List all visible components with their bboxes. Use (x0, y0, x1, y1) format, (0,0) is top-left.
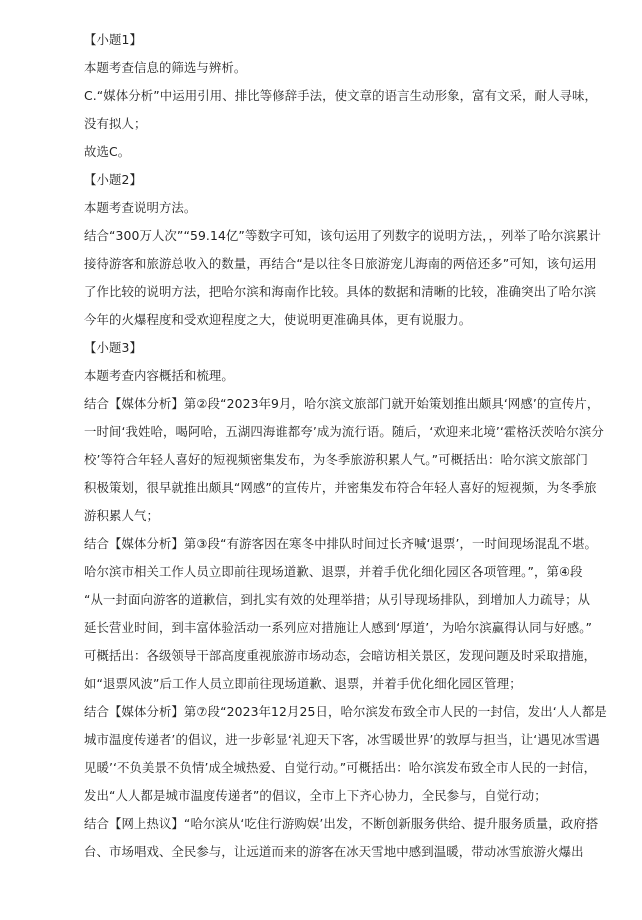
paragraph-line: 今年的火爆程度和受欢迎程度之大，使说明更准确具体，更有说服力。 (84, 312, 472, 327)
paragraph-line: 结合【媒体分析】第③段“有游客因在寒冬中排队时间过长齐喊‘退票’，一时间现场混乱不堪。 (84, 536, 597, 551)
paragraph-line: 延长营业时间，到丰富体验活动一系列应对措施让人感到‘厚道’，为哈尔滨赢得认同与好感。” (84, 620, 593, 635)
paragraph-line: 结合【媒体分析】第②段“2023年9月，哈尔滨文旅部门就开始策划推出颇具‘网感’的宣传片， (84, 396, 600, 411)
paragraph-line: 台、市场唱戏、全民参与，让远道而来的游客在冰天雪地中感到温暖，带动冰雪旅游火爆出 (84, 844, 584, 859)
paragraph-line: 游积累人气； (84, 508, 159, 523)
paragraph-line: 如“退票风波”后工作人员立即前往现场道歉、退票，并着手优化细化园区管理； (84, 676, 522, 691)
paragraph-line: 结合【媒体分析】第⑦段“2023年12月25日，哈尔滨发布致全市人民的一封信，发出‘人人都是 (84, 704, 607, 719)
paragraph-line: 本题考查说明方法。 (84, 200, 197, 215)
paragraph-line: 见暖’‘不负美景不负情’成全城热爱、自觉行动。”可概括出：哈尔滨发布致全市人民的一封信， (84, 760, 597, 775)
section-heading-q2: 【小题2】 (84, 172, 142, 187)
paragraph-line: 结合【网上热议】“哈尔滨从‘吃住行游购娱’出发，不断创新服务供给、提升服务质量，政府搭 (84, 816, 599, 831)
paragraph-line: 了作比较的说明方法，把哈尔滨和海南作比较。具体的数据和清晰的比较，准确突出了哈尔滨 (84, 284, 597, 299)
paragraph-line: 没有拟人； (84, 116, 147, 131)
paragraph-line: “从一封面向游客的道歉信，到扎实有效的处理举措；从引导现场排队，到增加人力疏导；从 (84, 592, 591, 607)
section-heading-q3: 【小题3】 (84, 340, 142, 355)
paragraph-line: 本题考查内容概括和梳理。 (84, 368, 234, 383)
paragraph-line: 接待游客和旅游总收入的数量，再结合“是以往冬日旅游宠儿海南的两倍还多”可知，该句运用 (84, 256, 597, 271)
paragraph-line: 故选C。 (84, 144, 131, 159)
paragraph-line: 积极策划，很早就推出颇具“网感”的宣传片，并密集发布符合年轻人喜好的短视频，为冬季旅 (84, 480, 597, 495)
document-body (84, 26, 607, 866)
paragraph-line: 发出“人人都是城市温度传递者”的倡议，全市上下齐心协力，全民参与，自觉行动； (84, 788, 547, 803)
paragraph-line: 结合“300万人次”“59.14亿”等数字可知，该句运用了列数字的说明方法，，列举了哈尔滨累计 (84, 228, 601, 243)
paragraph-line: 一时间‘我姓哈，喝阿哈，五湖四海谁都夸’成为流行语。随后，‘欢迎来北境’‘霍格沃茨哈尔滨分 (84, 424, 604, 439)
paragraph-line: 可概括出：各级领导干部高度重视旅游市场动态，会暗访相关景区，发现问题及时采取措施， (84, 648, 597, 663)
paragraph-line: 哈尔滨市相关工作人员立即前往现场道歉、退票，并着手优化细化园区各项管理。”，第④段 (84, 564, 583, 579)
paragraph-line: 校’等符合年轻人喜好的短视频密集发布，为冬季旅游积累人气。”可概括出：哈尔滨文旅部门 (84, 452, 588, 467)
paragraph-line: 本题考查信息的筛选与辨析。 (84, 60, 247, 75)
paragraph-line: 城市温度传递者’的倡议，进一步彰显‘礼迎天下客，冰雪暖世界’的敦厚与担当，让‘遇见冰雪遇 (84, 732, 600, 747)
section-heading-q1: 【小题1】 (84, 32, 142, 47)
paragraph-line: C.“媒体分析”中运用引用、排比等修辞手法，使文章的语言生动形象，富有文采，耐人寻味， (84, 88, 597, 103)
